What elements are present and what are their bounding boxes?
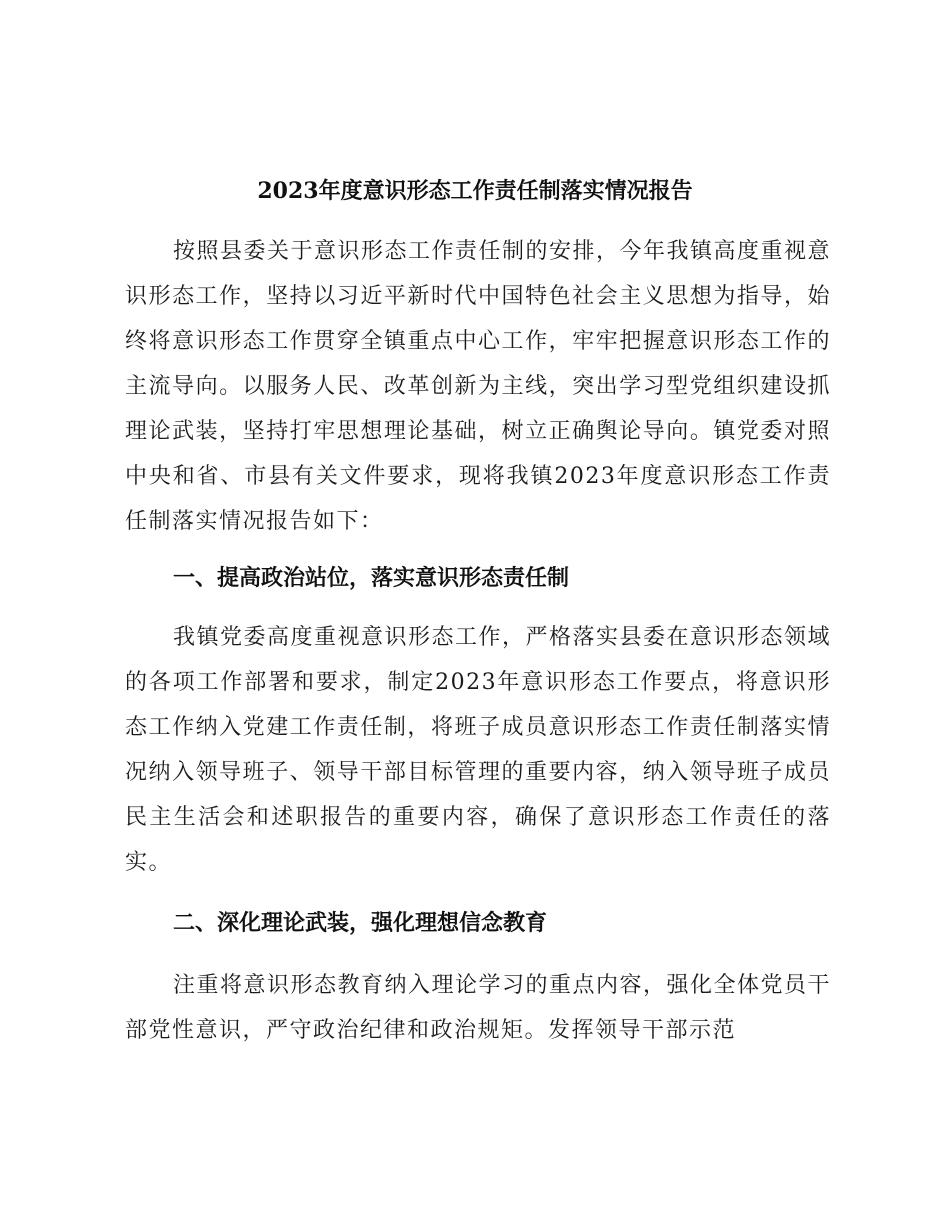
intro-paragraph: 按照县委关于意识形态工作责任制的安排，今年我镇高度重视意识形态工作，坚持以习近平新时代中国特色社会主义思想为指导，始终将意识形态工作贯穿全镇重点中心工作，牢牢把握意识形态工作的主流导向。以服务人民、改革创新为主线，突出学习型党组织建设抓理论武装，坚持打牢思想理论基础，树立正确舆论导向。镇党委对照中央和省、市县有关文件要求，现将我镇2023年度意识形态工作责任制落实情况报告如下：: [125, 239, 832, 534]
section-1-paragraph: 我镇党委高度重视意识形态工作，严格落实县委在意识形态领域的各项工作部署和要求，制定2023年意识形态工作要点，将意识形态工作纳入党建工作责任制，将班子成员意识形态工作责任制落实情况纳入领导班子、领导干部目标管理的重要内容，纳入领导班子成员民主生活会和述职报告的重要内容，确保了意识形态工作责任的落实。: [125, 625, 832, 875]
section-heading-1: 一、提高政治站位，落实意识形态责任制: [173, 566, 570, 591]
section-heading-2: 二、深化理论武装，强化理想信念教育: [173, 911, 548, 936]
section-2-paragraph: 注重将意识形态教育纳入理论学习的重点内容，强化全体党员干部党性意识，严守政治纪律和政治规矩。发挥领导干部示范: [125, 973, 832, 1043]
document-title: 2023年度意识形态工作责任制落实情况报告: [257, 178, 693, 204]
